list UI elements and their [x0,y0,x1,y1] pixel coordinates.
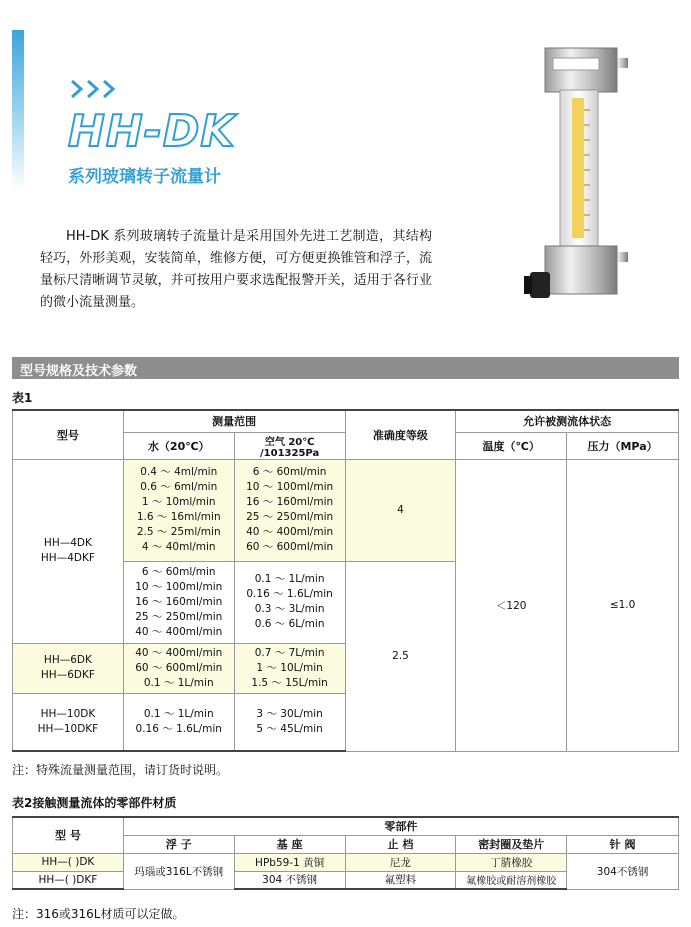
h2-float: 浮 子 [123,835,234,853]
range-line: 10 ～ 100ml/min [135,580,223,593]
row1-model: HH—( )DK [13,853,124,871]
model-line: HH—10DKF [37,722,99,735]
range-line: 25 ～ 250ml/min [135,610,223,623]
range-line: 0.1 ～ 1L/min [143,707,214,720]
cell-water-4 [123,693,234,751]
intro-paragraph [40,226,432,314]
range-line: 40 ～ 400ml/min [135,646,223,659]
flowmeter-illustration [520,40,650,310]
cell-seal2: 氟橡胶或耐溶剂橡胶 [456,871,567,889]
cell-air-4 [234,693,345,751]
brand-title: HH-DK [68,106,236,157]
range-line: 60 ～ 600ml/min [135,661,223,674]
cell-accuracy-b: 2.5 [345,561,456,751]
cell-needle: 304不锈钢 [567,853,679,889]
model-line: HH—4DK [43,537,92,549]
spec-table [12,409,679,752]
h2-stop: 止 档 [345,835,456,853]
range-line: 0.1 ～ 1L/min [254,573,325,585]
h-temp: 温度（℃） [456,432,567,459]
range-line: 3 ～ 30L/min [256,707,323,720]
note-1: 注：特殊流量测量范围，请订货时说明。 [12,763,229,777]
range-line: 0.6 ～ 6ml/min [140,481,218,493]
range-line: 1 ～ 10ml/min [141,496,216,508]
row2-model: HH—( )DKF [13,871,124,889]
range-line: 1 ～ 10L/min [256,661,323,674]
range-line: 0.4 ～ 4ml/min [140,466,218,478]
cell-water-3 [123,643,234,693]
range-line: 5 ～ 45L/min [256,722,323,735]
note-2: 注：316或316L材质可以定做。 [12,907,185,921]
cell-model-6dk [13,643,124,693]
range-line: 6 ～ 60ml/min [141,565,216,578]
range-line: 1.6 ～ 16ml/min [136,511,221,523]
cell-float: 玛瑙或316L不锈钢 [123,853,234,889]
h2-seal: 密封圈及垫片 [456,835,567,853]
cell-base1: HPb59-1 黄铜 [234,853,345,871]
h2-needle: 针 阀 [567,835,679,853]
range-line: 40 ～ 400ml/min [135,625,223,638]
range-line: 0.16 ～ 1.6L/min [135,722,222,735]
range-line: 60 ～ 600ml/min [246,541,334,553]
range-line: 6 ～ 60ml/min [252,466,327,478]
cell-temp: ＜120 [456,459,567,751]
cell-accuracy-a: 4 [345,459,456,561]
h-pressure: 压力（MPa） [567,432,679,459]
range-line: 40 ～ 400ml/min [246,526,334,538]
accent-bar [12,30,24,190]
h-accuracy: 准确度等级 [345,410,456,459]
range-line: 0.6 ～ 6L/min [254,618,325,630]
chevrons-icon [68,78,128,100]
table2-caption: 表2接触测量流体的零部件材质 [12,796,177,810]
cell-stop1: 尼龙 [345,853,456,871]
range-line: 25 ～ 250ml/min [246,511,334,523]
cell-water-1 [123,459,234,561]
range-line: 0.16 ～ 1.6L/min [246,588,333,600]
section-title: 型号规格及技术参数 [20,364,138,379]
cell-pressure: ≤1.0 [567,459,679,751]
cell-seal1: 丁腈橡胶 [456,853,567,871]
model-line: HH—6DKF [40,669,95,681]
range-line: 16 ～ 160ml/min [135,595,223,608]
h2-parts: 零部件 [123,817,678,835]
h-water: 水（20℃） [123,432,234,459]
range-line: 0.7 ～ 7L/min [254,646,325,659]
range-line: 4 ～ 40ml/min [141,541,216,553]
range-line: 10 ～ 100ml/min [246,481,334,493]
section-header [12,357,679,379]
cell-model-10dk [13,693,124,751]
cell-air-2 [234,561,345,643]
cell-water-2 [123,561,234,643]
material-table [12,816,679,890]
cell-base2: 304 不锈钢 [234,871,345,889]
h-air: 空气 20℃ /101325Pa [234,432,345,459]
range-line: 2.5 ～ 25ml/min [136,526,221,538]
range-line: 16 ～ 160ml/min [246,496,334,508]
table1-caption: 表1 [12,391,33,405]
range-line: 0.1 ～ 1L/min [143,676,214,689]
h-model: 型号 [13,410,124,459]
page-subtitle: 系列玻璃转子流量计 [68,167,221,187]
h-state: 允许被测流体状态 [456,410,679,432]
h2-base: 基 座 [234,835,345,853]
cell-stop2: 氟塑料 [345,871,456,889]
model-line: HH—10DK [40,707,96,720]
model-line: HH—4DKF [40,552,95,564]
model-line: HH—6DK [43,654,92,666]
intro-text: HH-DK 系列玻璃转子流量计是采用国外先进工艺制造，其结构轻巧，外形美观，安装简单，维修方便，可方便更换锥管和浮子，流量标尺清晰调节灵敏，并可按用户要求选配报警开关，适用于各行业的微小流量测量。 [40,229,432,310]
range-line: 0.3 ～ 3L/min [254,603,325,615]
h2-model: 型 号 [13,817,124,853]
cell-model-4dk [13,459,124,643]
cell-air-1 [234,459,345,561]
range-line: 1.5 ～ 15L/min [251,676,328,689]
h-range: 测量范围 [123,410,345,432]
cell-air-3 [234,643,345,693]
